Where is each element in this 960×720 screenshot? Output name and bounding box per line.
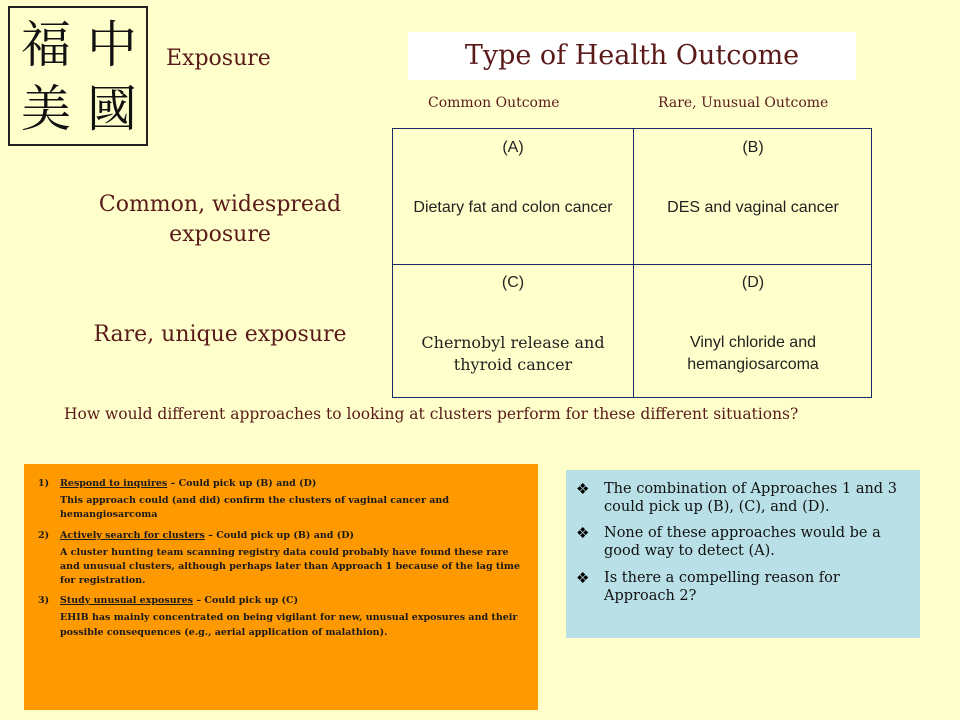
- conclusion-text: The combination of Approaches 1 and 3 could pick up (B), (C), and (D).: [604, 481, 897, 516]
- logo-char: 福: [21, 16, 71, 74]
- diamond-bullet-icon: ❖: [576, 480, 590, 498]
- grid-cell-d: [633, 264, 873, 399]
- approach-number: 2): [38, 529, 50, 541]
- approach-detail: EHIB has mainly concentrated on being vigilant for new, unusual exposures and their possible consequences (e.g., aerial application of malathion).: [60, 612, 518, 638]
- cell-description: DES and vaginal cancer: [667, 199, 839, 216]
- row-header-common: Common, widespread exposure: [98, 192, 342, 247]
- approach-heading: Respond to inquires: [60, 478, 168, 489]
- conclusion-item: [576, 480, 910, 516]
- outcome-exposure-grid: [392, 128, 872, 398]
- approach-heading: Actively search for clusters: [60, 529, 205, 541]
- approach-detail: A cluster hunting team scanning registry data could probably have found these rare and unusual clusters, although perhaps later than Approach 1 because of the lag time for registration.: [60, 546, 520, 586]
- cell-letter: (D): [741, 274, 765, 291]
- logo-char: 中: [87, 16, 137, 74]
- column-header-rare: Rare, Unusual Outcome: [658, 95, 829, 111]
- diamond-bullet-icon: ❖: [576, 568, 590, 587]
- logo-char: 美: [21, 80, 71, 138]
- seal-logo: [8, 6, 148, 146]
- approach-item-3: [38, 595, 524, 640]
- conclusions-box: [566, 470, 920, 638]
- question-text: How would different approaches to looking at clusters perform for these different situations?: [64, 405, 799, 423]
- row-header-rare: Rare, unique exposure: [93, 322, 347, 347]
- grid-cell-c: [393, 264, 633, 399]
- approach-summary: – Could pick up (B) and (D): [167, 478, 317, 489]
- diamond-bullet-icon: ❖: [576, 524, 590, 543]
- cell-description: Chernobyl release and thyroid cancer: [421, 333, 605, 375]
- conclusion-item: [576, 569, 910, 605]
- conclusion-item: [576, 524, 910, 560]
- conclusion-text: Is there a compelling reason for Approach 2?: [604, 569, 840, 604]
- column-header-common: Common Outcome: [428, 95, 560, 111]
- approach-item-2: [38, 530, 524, 589]
- page-title: Type of Health Outcome: [408, 32, 856, 80]
- cell-letter: (A): [502, 139, 524, 156]
- approach-heading: Study unusual exposures: [60, 595, 194, 607]
- grid-cell-b: [633, 129, 873, 264]
- approach-detail: This approach could (and did) confirm the clusters of vaginal cancer and hemangiosarcoma: [60, 495, 449, 521]
- cell-letter: (C): [501, 274, 525, 291]
- grid-cell-a: [393, 129, 633, 264]
- approach-summary: – Could pick up (C): [193, 595, 299, 607]
- approach-number: 3): [38, 595, 50, 607]
- approach-number: 1): [38, 478, 50, 489]
- cell-letter: (B): [742, 139, 764, 156]
- approaches-box: [24, 464, 538, 710]
- approach-item-1: [38, 478, 524, 523]
- cell-description: Dietary fat and colon cancer: [413, 199, 613, 216]
- logo-char: 國: [87, 80, 137, 138]
- approach-summary: – Could pick up (B) and (D): [204, 529, 354, 541]
- cell-description: Vinyl chloride and hemangiosarcoma: [687, 334, 819, 374]
- conclusion-text: None of these approaches would be a good way to detect (A).: [604, 525, 881, 560]
- exposure-heading: Exposure: [166, 46, 271, 71]
